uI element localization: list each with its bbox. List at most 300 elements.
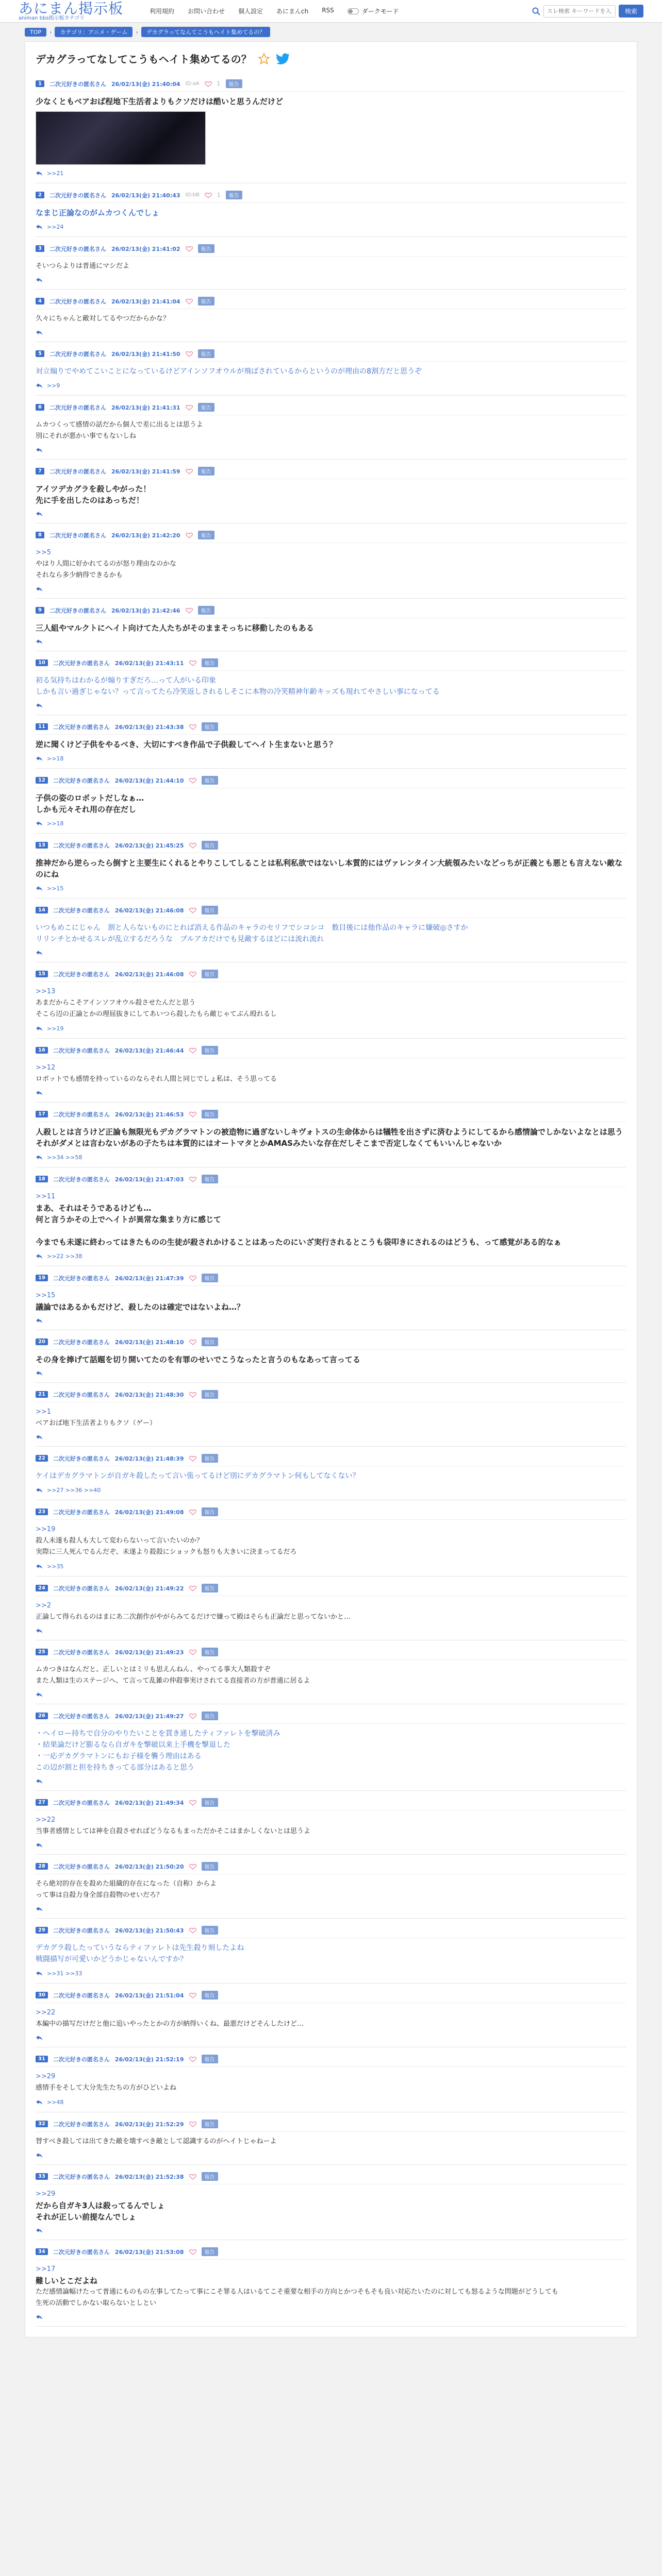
post-number[interactable]: 12 bbox=[36, 777, 48, 784]
post-number[interactable]: 26 bbox=[36, 1713, 48, 1719]
reply-icon[interactable] bbox=[36, 1971, 43, 1976]
post-footer bbox=[36, 272, 626, 283]
poster-name: 二次元好きの匿名さん bbox=[49, 298, 106, 305]
dark-mode-toggle[interactable] bbox=[347, 7, 399, 15]
post-number[interactable]: 22 bbox=[36, 1455, 48, 1462]
heart-icon[interactable] bbox=[189, 660, 196, 666]
reply-anchor[interactable]: >>15 bbox=[36, 1292, 56, 1299]
heart-icon[interactable] bbox=[205, 192, 212, 198]
nav-animanch[interactable]: あにまんch bbox=[276, 8, 309, 15]
post-footer bbox=[36, 1623, 626, 1634]
reply-icon[interactable] bbox=[36, 1692, 43, 1698]
reply-icon[interactable] bbox=[36, 330, 43, 335]
post-header bbox=[36, 2172, 626, 2184]
post-text: だから自ガキ3人は殺ってるんでしょ bbox=[36, 2201, 165, 2210]
reply-icon[interactable] bbox=[36, 1842, 43, 1848]
post bbox=[36, 2165, 626, 2240]
heart-icon[interactable] bbox=[189, 724, 196, 730]
reply-anchor[interactable]: >>17 bbox=[36, 2265, 56, 2273]
reply-anchor[interactable]: >>11 bbox=[36, 1193, 56, 1200]
reply-icon[interactable] bbox=[36, 2314, 43, 2320]
report-button[interactable]: 報告 bbox=[198, 606, 214, 615]
post-body bbox=[36, 981, 626, 1020]
post-body bbox=[36, 256, 626, 272]
post-footer bbox=[36, 218, 626, 230]
post-date: 26/02/13(金) 21:47:39 bbox=[114, 1275, 184, 1282]
heart-icon[interactable] bbox=[189, 1111, 196, 1117]
post-date: 26/02/13(金) 21:46:08 bbox=[114, 907, 184, 914]
post-footer bbox=[36, 581, 626, 592]
good-count: 1 bbox=[217, 80, 221, 87]
thread-title: デカグラってなしてこうもヘイト集めてるの？ bbox=[36, 53, 252, 65]
heart-icon[interactable] bbox=[189, 1339, 196, 1345]
post-body bbox=[36, 415, 626, 442]
heart-icon[interactable] bbox=[189, 777, 196, 784]
site-logo[interactable] bbox=[19, 2, 142, 21]
post-text: 生死の活動でしかない取らないとしとい bbox=[36, 2299, 157, 2307]
reply-links[interactable]: >>22 >>38 bbox=[47, 1253, 82, 1260]
poster-name: 二次元好きの匿名さん bbox=[53, 907, 110, 914]
report-button[interactable]: 報告 bbox=[202, 1337, 218, 1346]
post-footer bbox=[36, 1365, 626, 1376]
report-button[interactable]: 報告 bbox=[198, 349, 214, 358]
reply-icon[interactable] bbox=[36, 1318, 43, 1324]
heart-icon[interactable] bbox=[189, 2249, 196, 2255]
post-text: 実際に三人死んでるんだぞ、未遂より殺殺にショックも怒りも大きいに決まってるだろ bbox=[36, 1548, 297, 1556]
post-number[interactable]: 9 bbox=[36, 607, 44, 614]
reply-icon[interactable] bbox=[36, 224, 43, 230]
report-button[interactable]: 報告 bbox=[202, 970, 218, 978]
post-number[interactable]: 33 bbox=[36, 2173, 48, 2180]
reply-anchor[interactable]: >>1 bbox=[36, 1408, 52, 1416]
post-text: それが正しい前提なんでしょ bbox=[36, 2212, 137, 2222]
heart-icon[interactable] bbox=[186, 298, 193, 304]
report-button[interactable]: 報告 bbox=[202, 1175, 218, 1183]
reply-links[interactable]: >>19 bbox=[47, 1025, 64, 1032]
report-button[interactable]: 報告 bbox=[198, 531, 214, 539]
post-number[interactable]: 34 bbox=[36, 2248, 48, 2255]
heart-icon[interactable] bbox=[189, 2174, 196, 2180]
post-number[interactable]: 27 bbox=[36, 1799, 48, 1806]
reply-icon[interactable] bbox=[36, 383, 43, 388]
post-number[interactable]: 21 bbox=[36, 1391, 48, 1398]
post-date: 26/02/13(金) 21:48:30 bbox=[114, 1391, 184, 1398]
poster-name: 二次元好きの匿名さん bbox=[49, 350, 106, 358]
reply-links[interactable]: >>24 bbox=[47, 224, 64, 230]
logo-subtext: animan bbs掲示板カテゴリ bbox=[19, 15, 85, 21]
post-footer bbox=[36, 1313, 626, 1324]
poster-name: 二次元好きの匿名さん bbox=[49, 532, 106, 539]
post-text: って事は自殺力身全部自殺物のせいだろ？ bbox=[36, 1891, 163, 1899]
reply-links[interactable]: >>27 >>36 >>40 bbox=[47, 1487, 101, 1494]
post-header bbox=[36, 1711, 626, 1723]
post-date: 26/02/13(金) 21:43:11 bbox=[114, 659, 184, 667]
post-number[interactable]: 4 bbox=[36, 298, 44, 304]
post-header bbox=[36, 79, 626, 91]
search-button[interactable]: 検索 bbox=[619, 5, 643, 18]
post-text: 正論して得られるのはまにあ二次創作がやがらみてるだけで嫌って殿はそらも正論だと思ってないかと… bbox=[36, 1613, 351, 1621]
poster-name: 二次元好きの匿名さん bbox=[53, 1927, 110, 1934]
post-number[interactable]: 3 bbox=[36, 245, 44, 252]
post-text: 替すべき殺しては出てきた敵を壊すべき敵として認識するのがヘイトじゃねーよ bbox=[36, 2138, 277, 2145]
post-number[interactable]: 18 bbox=[36, 1176, 48, 1182]
twitter-bird-icon[interactable] bbox=[276, 53, 290, 64]
post-text: 本編中の描写だけだと他に追いやったとかの方が納得いくね、最悪だけどそんしたけど… bbox=[36, 2020, 304, 2028]
post-body bbox=[36, 618, 626, 634]
reply-icon[interactable] bbox=[36, 1778, 43, 1784]
post-number[interactable]: 24 bbox=[36, 1585, 48, 1591]
breadcrumb-separator: › bbox=[49, 28, 52, 36]
post-number[interactable]: 32 bbox=[36, 2121, 48, 2127]
report-button[interactable]: 報告 bbox=[202, 906, 218, 914]
post-date: 26/02/13(金) 21:49:08 bbox=[114, 1509, 184, 1516]
reply-icon[interactable] bbox=[36, 756, 43, 761]
post-footer bbox=[36, 750, 626, 762]
post-number[interactable]: 10 bbox=[36, 659, 48, 666]
heart-icon[interactable] bbox=[189, 1509, 196, 1515]
report-button[interactable]: 報告 bbox=[198, 244, 214, 253]
post-date: 26/02/13(金) 21:40:43 bbox=[111, 192, 180, 199]
reply-anchor[interactable]: >>12 bbox=[36, 1064, 56, 1072]
post-text: しかも元々それ用の存在だし bbox=[36, 805, 137, 814]
nav-contact[interactable]: お問い合わせ bbox=[188, 8, 225, 15]
report-button[interactable]: 報告 bbox=[202, 1926, 218, 1935]
post-number[interactable]: 16 bbox=[36, 1047, 48, 1054]
post-number[interactable]: 2 bbox=[36, 192, 44, 198]
report-button[interactable]: 報告 bbox=[226, 79, 242, 88]
poster-name: 二次元好きの匿名さん bbox=[53, 2248, 110, 2256]
post-footer bbox=[36, 1429, 626, 1440]
reply-icon[interactable] bbox=[36, 1026, 43, 1031]
heart-icon[interactable] bbox=[189, 2121, 196, 2127]
reply-anchor[interactable]: >>5 bbox=[36, 549, 52, 556]
heart-icon[interactable] bbox=[189, 1649, 196, 1655]
post-header bbox=[36, 1926, 626, 1938]
heart-icon[interactable] bbox=[189, 2056, 196, 2062]
post-header bbox=[36, 467, 626, 479]
heart-icon[interactable] bbox=[189, 1275, 196, 1281]
post-number[interactable]: 23 bbox=[36, 1509, 48, 1515]
post-number[interactable]: 31 bbox=[36, 2056, 48, 2062]
post-number[interactable]: 11 bbox=[36, 723, 48, 730]
report-button[interactable]: 報告 bbox=[202, 1046, 218, 1055]
post-number[interactable]: 13 bbox=[36, 842, 48, 849]
reply-links[interactable]: >>18 bbox=[47, 820, 64, 827]
post bbox=[36, 2112, 626, 2165]
reply-icon[interactable] bbox=[36, 171, 43, 176]
post-date: 26/02/13(金) 21:41:59 bbox=[111, 468, 180, 475]
reply-links[interactable]: >>9 bbox=[47, 382, 60, 389]
post-body bbox=[36, 734, 626, 750]
report-button[interactable]: 報告 bbox=[202, 1110, 218, 1118]
post bbox=[36, 523, 626, 599]
post-body bbox=[36, 2131, 626, 2147]
post-date: 26/02/13(金) 21:44:10 bbox=[114, 777, 184, 784]
reply-icon[interactable] bbox=[36, 950, 43, 956]
post-text: そいつらよりは普通にマシだよ bbox=[36, 262, 130, 270]
reply-anchor[interactable]: >>29 bbox=[36, 2073, 56, 2080]
star-icon[interactable] bbox=[258, 53, 270, 65]
post-date: 26/02/13(金) 21:52:38 bbox=[114, 2173, 184, 2180]
post bbox=[36, 1103, 626, 1167]
post-header bbox=[36, 658, 626, 670]
report-button[interactable]: 報告 bbox=[226, 191, 242, 199]
logo-text[interactable]: あにまん掲示板 bbox=[19, 0, 124, 17]
poster-name: 二次元好きの匿名さん bbox=[53, 1455, 110, 1462]
toggle-switch[interactable] bbox=[347, 8, 359, 14]
reply-icon[interactable] bbox=[36, 1564, 43, 1569]
report-button[interactable]: 報告 bbox=[202, 2055, 218, 2063]
heart-icon[interactable] bbox=[186, 607, 193, 614]
post-number[interactable]: 29 bbox=[36, 1927, 48, 1934]
reply-icon[interactable] bbox=[36, 2099, 43, 2105]
post-date: 26/02/13(金) 21:48:39 bbox=[114, 1455, 184, 1462]
post-date: 26/02/13(金) 21:43:38 bbox=[114, 723, 184, 731]
post-number[interactable]: 6 bbox=[36, 404, 44, 411]
reply-icon[interactable] bbox=[36, 1253, 43, 1259]
post-date: 26/02/13(金) 21:49:27 bbox=[114, 1713, 184, 1720]
report-button[interactable]: 報告 bbox=[202, 1390, 218, 1399]
report-button[interactable]: 報告 bbox=[198, 467, 214, 476]
breadcrumb-category[interactable]: カテゴリ：アニメ・ゲーム bbox=[55, 27, 133, 37]
post-footer bbox=[36, 1558, 626, 1570]
report-button[interactable]: 報告 bbox=[202, 1274, 218, 1282]
heart-icon[interactable] bbox=[189, 1585, 196, 1591]
reply-anchor[interactable]: >>19 bbox=[36, 1526, 56, 1533]
report-button[interactable]: 報告 bbox=[202, 1454, 218, 1463]
reply-icon[interactable] bbox=[36, 1487, 43, 1493]
nav-settings[interactable]: 個人設定 bbox=[238, 8, 263, 15]
poster-name: 二次元好きの匿名さん bbox=[53, 1047, 110, 1054]
post-number[interactable]: 7 bbox=[36, 468, 44, 474]
post-body bbox=[36, 361, 626, 377]
heart-icon[interactable] bbox=[186, 351, 193, 357]
reply-links[interactable]: >>31 >>33 bbox=[47, 1970, 82, 1977]
reply-anchor[interactable]: >>22 bbox=[36, 2009, 56, 2016]
post-text: 戦闘描写が可愛いかどうかじゃないんですか？ bbox=[36, 1955, 187, 1963]
reply-icon[interactable] bbox=[36, 447, 43, 453]
search-input[interactable] bbox=[543, 5, 616, 18]
post-date: 26/02/13(金) 21:40:04 bbox=[111, 80, 180, 88]
post bbox=[36, 1330, 626, 1383]
post-text: 当事者感情としては神を自殺させればどうなるもまっただかそこはまかしくないとは思うよ bbox=[36, 1827, 311, 1835]
post-text: そこら辺の正論とかの理屈抜きにしてあいつら殺したもら敵じゃてぶん殴れるし bbox=[36, 1010, 277, 1018]
reply-links[interactable]: >>18 bbox=[47, 755, 64, 762]
reply-icon[interactable] bbox=[36, 1434, 43, 1440]
heart-icon[interactable] bbox=[189, 1927, 196, 1934]
breadcrumb-separator: › bbox=[136, 28, 138, 36]
post-date: 26/02/13(金) 21:47:03 bbox=[114, 1176, 184, 1183]
reply-icon[interactable] bbox=[36, 511, 43, 517]
heart-icon[interactable] bbox=[186, 468, 193, 474]
reply-anchor[interactable]: >>29 bbox=[36, 2190, 56, 2198]
report-button[interactable]: 報告 bbox=[202, 1584, 218, 1592]
heart-icon[interactable] bbox=[189, 1176, 196, 1182]
post-text: 議論ではあるかもだけど、殺したのは確定ではないよね…？ bbox=[36, 1302, 245, 1312]
post-header bbox=[36, 722, 626, 734]
post-date: 26/02/13(金) 21:46:08 bbox=[114, 971, 184, 978]
breadcrumb-top[interactable]: TOP bbox=[25, 28, 46, 37]
reply-icon[interactable] bbox=[36, 1370, 43, 1376]
post-footer bbox=[36, 1837, 626, 1848]
post-text: 逆に聞くけど子供をやるべき、大切にすべき作品で子供殺してヘイト生まないと思う？ bbox=[36, 740, 337, 749]
report-button[interactable]: 報告 bbox=[202, 2120, 218, 2128]
post bbox=[36, 1039, 626, 1103]
report-button[interactable]: 報告 bbox=[202, 1648, 218, 1656]
post-header bbox=[36, 1046, 626, 1058]
post-footer bbox=[36, 377, 626, 389]
reply-links[interactable]: >>34 >>58 bbox=[47, 1154, 82, 1161]
report-button[interactable]: 報告 bbox=[202, 2172, 218, 2181]
reply-links[interactable]: >>21 bbox=[47, 170, 64, 177]
poster-name: 二次元好きの匿名さん bbox=[53, 1799, 110, 1806]
post-header bbox=[36, 244, 626, 256]
post bbox=[36, 834, 626, 899]
heart-icon[interactable] bbox=[189, 907, 196, 913]
post-footer bbox=[36, 2147, 626, 2158]
reply-icon[interactable] bbox=[36, 2228, 43, 2233]
heart-icon[interactable] bbox=[186, 404, 193, 411]
post-text: なまじ正論なのがムカつくんでしょ bbox=[36, 208, 160, 217]
post-footer bbox=[36, 165, 626, 177]
post bbox=[36, 599, 626, 651]
heart-icon[interactable] bbox=[189, 1992, 196, 1998]
post bbox=[36, 460, 626, 523]
post-header bbox=[36, 2247, 626, 2259]
post-number[interactable]: 17 bbox=[36, 1111, 48, 1117]
post-number[interactable]: 30 bbox=[36, 1992, 48, 1998]
post-number[interactable]: 28 bbox=[36, 1863, 48, 1870]
post bbox=[36, 769, 626, 834]
post-number[interactable]: 15 bbox=[36, 971, 48, 977]
post-footer bbox=[36, 815, 626, 827]
post-text: その身を捧げて話題を切り開いてたのを有罪のせいでこうなったと言うのもなあって言ってる bbox=[36, 1355, 360, 1364]
post-footer bbox=[36, 1773, 626, 1784]
heart-icon[interactable] bbox=[186, 246, 193, 252]
reply-links[interactable]: >>48 bbox=[47, 2099, 64, 2106]
reply-icon[interactable] bbox=[36, 1155, 43, 1160]
report-button[interactable]: 報告 bbox=[202, 2247, 218, 2256]
reply-icon[interactable] bbox=[36, 1628, 43, 1634]
reply-icon[interactable] bbox=[36, 886, 43, 891]
post-text: 対立煽りでやめてこいことになっているけどアインソフオウルが飛ばされているからというのが理由の8割方だと思うぞ bbox=[36, 367, 422, 376]
breadcrumb-thread[interactable]: デカグラってなんてこうもヘイト集めてるの？ bbox=[141, 27, 270, 37]
reply-icon[interactable] bbox=[36, 703, 43, 708]
post-number[interactable]: 14 bbox=[36, 907, 48, 913]
post-body bbox=[36, 1122, 626, 1149]
heart-icon[interactable] bbox=[189, 1392, 196, 1398]
heart-icon[interactable] bbox=[189, 971, 196, 977]
post-date: 26/02/13(金) 21:51:04 bbox=[114, 1992, 184, 1999]
post-footer bbox=[36, 880, 626, 892]
heart-icon[interactable] bbox=[189, 842, 196, 849]
heart-icon[interactable] bbox=[189, 1713, 196, 1719]
reply-icon[interactable] bbox=[36, 821, 43, 826]
reply-anchor[interactable]: >>2 bbox=[36, 1602, 52, 1609]
report-button[interactable]: 報告 bbox=[202, 1507, 218, 1516]
post bbox=[36, 1984, 626, 2047]
post-number[interactable]: 20 bbox=[36, 1338, 48, 1345]
reply-icon[interactable] bbox=[36, 277, 43, 283]
post bbox=[36, 1577, 626, 1640]
post-body bbox=[36, 1187, 626, 1248]
reply-icon[interactable] bbox=[36, 1906, 43, 1912]
post-image[interactable] bbox=[36, 111, 206, 165]
post-header bbox=[36, 297, 626, 309]
reply-links[interactable]: >>35 bbox=[47, 1563, 64, 1570]
post-number[interactable]: 8 bbox=[36, 532, 44, 538]
poster-name: 二次元好きの匿名さん bbox=[53, 971, 110, 978]
report-button[interactable]: 報告 bbox=[198, 403, 214, 412]
reply-icon[interactable] bbox=[36, 639, 43, 645]
poster-name: 二次元好きの匿名さん bbox=[49, 80, 106, 88]
post bbox=[36, 1167, 626, 1266]
nav-rss[interactable]: RSS bbox=[322, 7, 334, 14]
post-text: 別にそれが悪かい事でもないしね bbox=[36, 432, 137, 440]
reply-icon[interactable] bbox=[36, 2035, 43, 2041]
report-button[interactable]: 報告 bbox=[202, 1862, 218, 1871]
report-button[interactable]: 報告 bbox=[202, 1711, 218, 1720]
post-header bbox=[36, 1110, 626, 1122]
poster-name: 二次元好きの匿名さん bbox=[49, 468, 106, 475]
report-button[interactable]: 報告 bbox=[202, 1798, 218, 1807]
post bbox=[36, 1791, 626, 1855]
post-footer bbox=[36, 1965, 626, 1977]
report-button[interactable]: 報告 bbox=[202, 841, 218, 850]
reply-icon[interactable] bbox=[36, 1090, 43, 1096]
heart-icon[interactable] bbox=[205, 81, 212, 87]
heart-icon[interactable] bbox=[186, 532, 193, 538]
post-header bbox=[36, 1798, 626, 1810]
post-number[interactable]: 1 bbox=[36, 80, 44, 87]
report-button[interactable]: 報告 bbox=[202, 1991, 218, 1999]
reply-icon[interactable] bbox=[36, 586, 43, 592]
nav-terms[interactable]: 利用規約 bbox=[150, 8, 175, 15]
report-button[interactable]: 報告 bbox=[202, 722, 218, 731]
post-header bbox=[36, 349, 626, 361]
reply-anchor[interactable]: >>13 bbox=[36, 988, 56, 995]
reply-links[interactable]: >>15 bbox=[47, 885, 64, 892]
post-footer bbox=[36, 634, 626, 645]
report-button[interactable]: 報告 bbox=[198, 297, 214, 306]
post-number[interactable]: 5 bbox=[36, 350, 44, 357]
post-footer bbox=[36, 442, 626, 453]
post-header bbox=[36, 1274, 626, 1285]
post-number[interactable]: 25 bbox=[36, 1649, 48, 1655]
post-date: 26/02/13(金) 21:49:34 bbox=[114, 1799, 184, 1806]
post-header bbox=[36, 606, 626, 618]
reply-anchor[interactable]: >>22 bbox=[36, 1816, 56, 1824]
post-body bbox=[36, 1402, 626, 1429]
poster-name: 二次元好きの匿名さん bbox=[53, 2056, 110, 2063]
post-date: 26/02/13(金) 21:41:50 bbox=[111, 350, 180, 358]
post-body bbox=[36, 479, 626, 506]
report-button[interactable]: 報告 bbox=[202, 776, 218, 785]
post-text: 殺人未遂も殺人も大して変わらないって言いたいのか？ bbox=[36, 1537, 204, 1545]
heart-icon[interactable] bbox=[189, 1455, 196, 1462]
post-date: 26/02/13(金) 21:41:04 bbox=[111, 298, 180, 305]
heart-icon[interactable] bbox=[189, 1800, 196, 1806]
heart-icon[interactable] bbox=[189, 1863, 196, 1870]
heart-icon[interactable] bbox=[189, 1047, 196, 1054]
reply-icon[interactable] bbox=[36, 2153, 43, 2158]
report-button[interactable]: 報告 bbox=[202, 658, 218, 667]
post-number[interactable]: 19 bbox=[36, 1275, 48, 1281]
post-header bbox=[36, 1584, 626, 1596]
post bbox=[36, 2240, 626, 2327]
post-footer bbox=[36, 698, 626, 708]
post-header bbox=[36, 1454, 626, 1466]
